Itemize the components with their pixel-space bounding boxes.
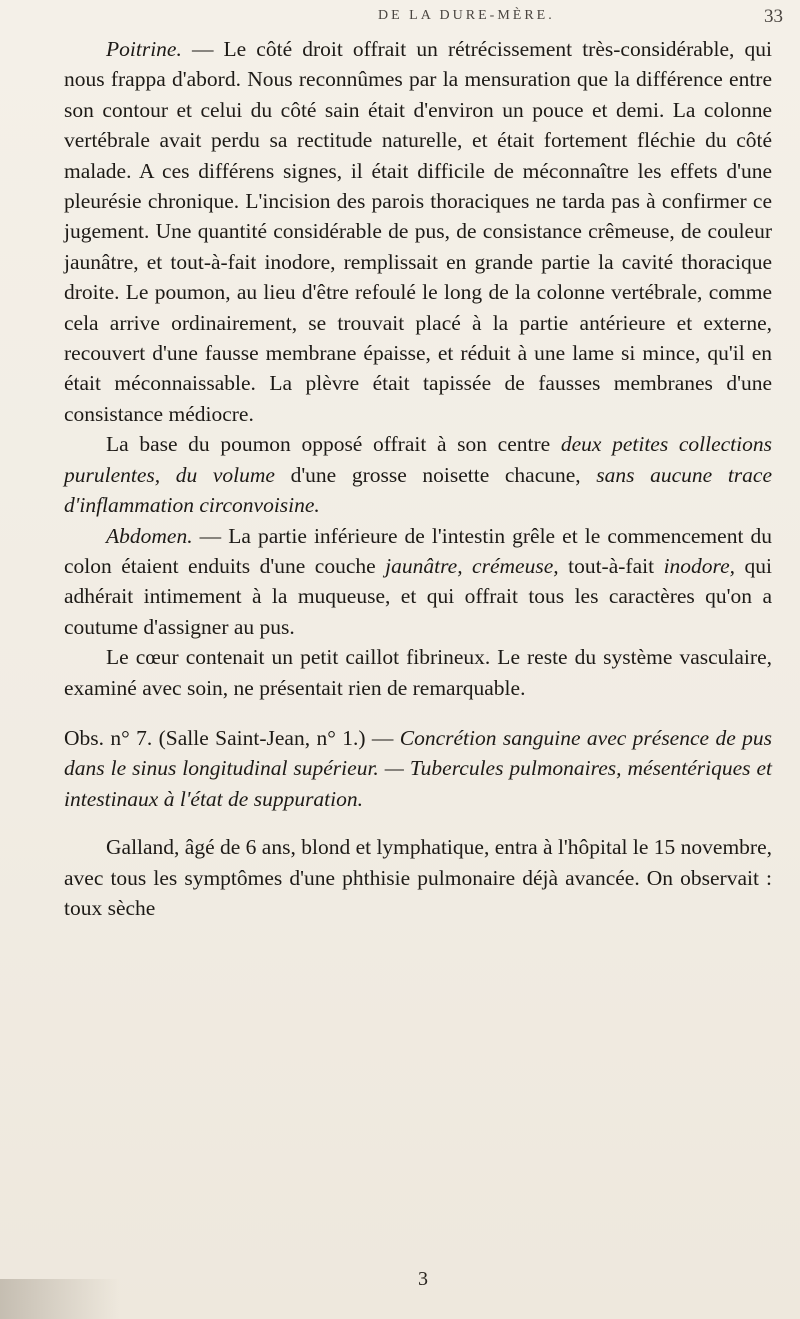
paragraph-text: — Le côté droit offrait un rétrécissement très-considérable, qui nous frappa d'abord. Nous reconnûmes par la mensuration que la différence entre son contour et celui du côté sain était d'environ un pouce et demi. La colonne vertébrale avait perdu sa rectitude naturelle, et était fortement fléchie du côté malade. A ces différens signes, il était difficile de méconnaître les effets d'une pleurésie chronique. L'incision des parois thoraciques ne tarda pas à confirmer ce jugement. Une quantité considérable de pus, de consistance crêmeuse, de couleur jaunâtre, et tout-à-fait inodore, remplissait en grande partie la cavité thoracique droite. Le poumon, au lieu d'être refoulé le long de la colonne vertébrale, comme cela arrive ordinairement, se trouvait placé à la partie antérieure et externe, recouvert d'une fausse membrane épaisse, et réduit à une lame si mince, qu'il en était méconnaissable. La plèvre était tapissée de fausses membranes d'une consistance médiocre. <box>64 37 772 426</box>
page-header <box>0 4 800 30</box>
paragraph-text: Le cœur contenait un petit caillot fibrineux. Le reste du système vasculaire, examiné avec soin, ne présentait rien de remarquable. <box>64 645 772 700</box>
emphasis-text: jaunâtre, crémeuse, <box>385 553 559 578</box>
page-edge-shadow <box>0 1279 120 1319</box>
paragraph-text: d'une grosse noisette chacune, <box>274 462 597 487</box>
observation-label: Obs. n° 7. (Salle Saint-Jean, n° 1.) — <box>64 725 400 750</box>
emphasis-text: sans aucune trace d'inflammation circonvoisine. <box>64 462 772 518</box>
paragraph-coeur <box>64 642 772 703</box>
observation-title: Concrétion sanguine avec présence de pus dans le sinus longitudinal supérieur. — Tubercules pulmonaires, mésentériques et intestinaux à l'état de suppuration. <box>64 725 772 811</box>
running-head: DE LA DURE-MÈRE. <box>378 8 555 23</box>
paragraph-abdomen <box>64 521 772 643</box>
paragraph-poumon <box>64 429 772 520</box>
emphasis-text: inodore, <box>663 553 736 578</box>
paragraph-galland <box>64 832 772 923</box>
signature-mark: 3 <box>418 1268 428 1290</box>
paragraph-poitrine <box>64 34 772 429</box>
body-text <box>64 34 772 923</box>
paragraph-text: tout-à-fait <box>558 553 664 578</box>
observation-heading <box>64 723 772 814</box>
paragraph-text: qui adhérait intimement à la muqueuse, et qui offrait tous les caractères qu'on a coutume d'assigner au pus. <box>64 553 772 639</box>
page-number: 33 <box>764 6 783 27</box>
section-heading-poitrine: Poitrine. <box>106 37 182 61</box>
emphasis-text: deux petites collections purulentes, du volume <box>64 432 772 487</box>
paragraph-text: La base du poumon opposé offrait à son centre <box>106 432 561 457</box>
paragraph-text: — La partie inférieure de l'intestin grêle et le commencement du colon étaient enduits d'une couche <box>64 523 772 578</box>
section-heading-abdomen: Abdomen. <box>106 523 193 548</box>
paragraph-text: Galland, âgé de 6 ans, blond et lymphatique, entra à l'hôpital le 15 novembre, avec tous les symptômes d'une phthisie pulmonaire déjà avancée. On observait : toux sèche <box>64 835 772 920</box>
